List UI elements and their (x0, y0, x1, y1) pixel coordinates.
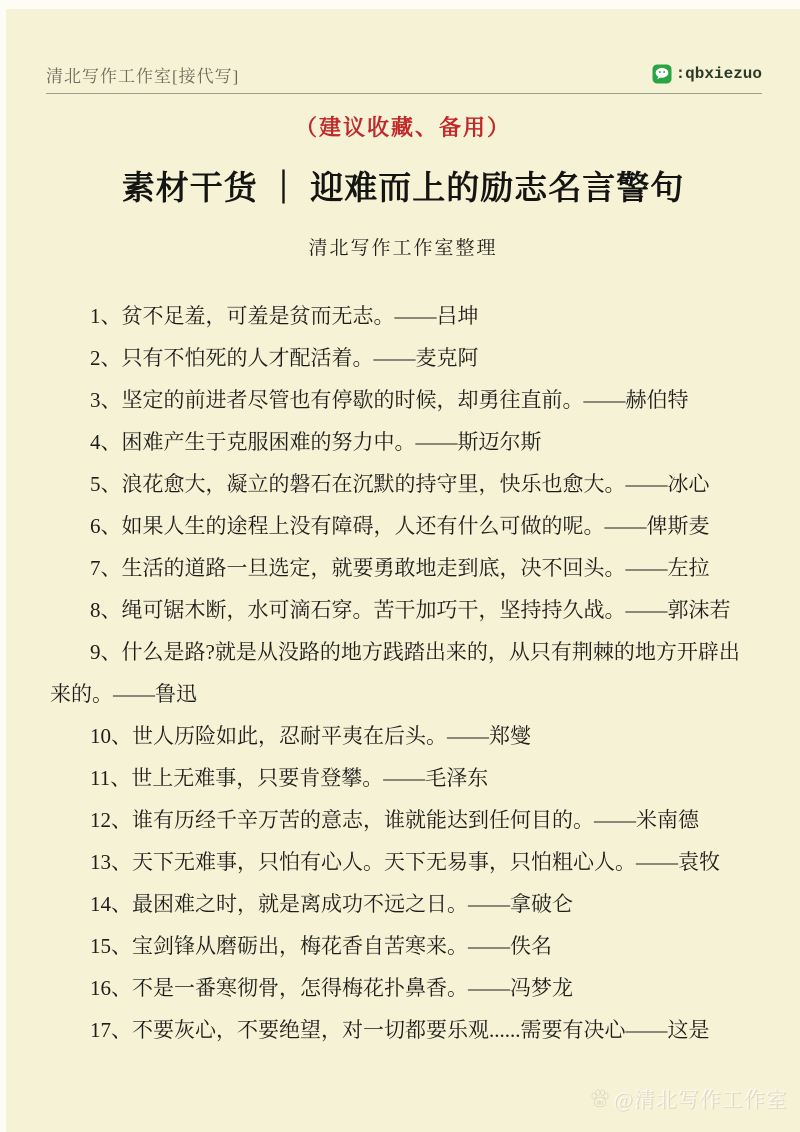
quote-item-15: 15、宝剑锋从磨砺出，梅花香自苦寒来。——佚名 (90, 934, 552, 958)
quote-item-5: 5、浪花愈大，凝立的磐石在沉默的持守里，快乐也愈大。——冰心 (90, 472, 710, 496)
page-header (46, 59, 762, 94)
quote-item-4: 4、困难产生于克服困难的努力中。——斯迈尔斯 (90, 430, 542, 454)
quote-item-3: 3、坚定的前进者尽管也有停歇的时候，却勇往直前。——赫伯特 (90, 388, 689, 412)
page-title: 素材干货 ｜ 迎难而上的励志名言警句 (121, 171, 685, 207)
quote-item-6: 6、如果人生的途程上没有障碍，人还有什么可做的呢。——俾斯麦 (90, 514, 710, 538)
quote-item-16: 16、不是一番寒彻骨，怎得梅花扑鼻香。——冯梦龙 (90, 976, 573, 1000)
quote-item-14: 14、最困难之时，就是离成功不远之日。——拿破仑 (90, 892, 573, 916)
wechat-contact (652, 64, 762, 84)
quote-item-11: 11、世上无难事，只要肯登攀。——毛泽东 (90, 766, 489, 790)
watermark-text: @清北写作工作室 (613, 1088, 788, 1112)
quote-item-13: 13、天下无难事，只怕有心人。天下无易事，只怕粗心人。——袁牧 (90, 850, 720, 874)
wechat-icon (652, 64, 672, 84)
quote-item-7: 7、生活的道路一旦选定，就要勇敢地走到底，决不回头。——左拉 (90, 556, 710, 580)
wechat-id: :qbxiezuo (675, 65, 762, 83)
watermark (589, 1084, 788, 1114)
collect-notice: （建议收藏、备用） (294, 115, 511, 140)
studio-name: 清北写作工作室[接代写] (46, 66, 240, 86)
quote-item-9: 9、什么是路?就是从没路的地方践踏出来的，从只有荆棘的地方开辟出来的。——鲁迅 (50, 640, 740, 706)
quote-item-8: 8、绳可锯木断，水可滴石穿。苦干加巧干，坚持持久战。——郭沫若 (90, 598, 731, 622)
quote-item-1: 1、贫不足羞，可羞是贫而无志。——吕坤 (90, 304, 479, 328)
baidu-paw-icon (589, 1088, 611, 1110)
quote-item-12: 12、谁有历经千辛万苦的意志，谁就能达到任何目的。——米南德 (90, 808, 699, 832)
quote-item-17: 17、不要灰心，不要绝望，对一切都要乐观......需要有决心——这是 (90, 1018, 710, 1042)
page-subtitle: 清北写作工作室整理 (308, 238, 498, 259)
quote-item-2: 2、只有不怕死的人才配活着。——麦克阿 (90, 346, 479, 370)
svg-text:du: du (596, 1100, 603, 1107)
document-page (6, 9, 800, 1132)
quote-list (50, 295, 760, 1051)
quote-item-10: 10、世人历险如此，忍耐平夷在后头。——郑燮 (90, 724, 531, 748)
